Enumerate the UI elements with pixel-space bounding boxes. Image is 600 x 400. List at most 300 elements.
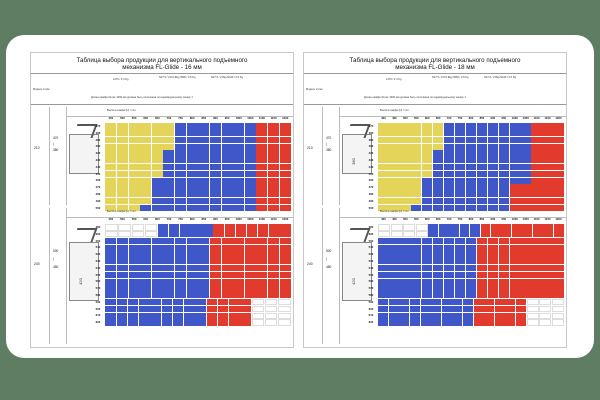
lift-col-b: N27 5 / 2.8-6.9kg N500 / 2.5 Kg [159, 76, 196, 79]
product-cell [265, 299, 278, 305]
table-row [91, 143, 291, 150]
product-cell [198, 130, 209, 136]
width-column: 1100 [533, 116, 540, 120]
product-cell [510, 191, 520, 197]
product-cell [400, 245, 410, 251]
product-cell [433, 150, 443, 156]
product-cell [198, 258, 209, 264]
product-cell [512, 231, 522, 237]
product-cell [488, 164, 498, 170]
table-row [91, 123, 291, 130]
product-cell [552, 319, 564, 325]
product-cell [431, 313, 441, 319]
height-value: 480 [95, 191, 101, 196]
product-cell [477, 191, 487, 197]
product-cell [488, 258, 498, 264]
product-cell [389, 157, 399, 163]
product-cell [163, 245, 174, 251]
height-value: 440 [95, 164, 101, 169]
product-cell [280, 130, 291, 136]
product-cell [378, 245, 388, 251]
product-cell [422, 251, 432, 257]
product-cell [378, 157, 388, 163]
product-cell [455, 157, 465, 163]
product-cell [477, 292, 487, 298]
product-cell [117, 123, 128, 129]
product-cell [105, 272, 116, 278]
product-cell [280, 285, 291, 291]
product-cell [117, 144, 128, 150]
product-cell [105, 123, 116, 129]
product-column [31, 208, 50, 344]
product-cell [474, 313, 484, 319]
table-row [364, 123, 564, 130]
product-cell [129, 238, 140, 244]
product-cell [542, 164, 552, 170]
product-cell [175, 171, 186, 177]
width-column: 950 [224, 217, 230, 221]
product-cell [240, 319, 251, 325]
product-cell [531, 251, 541, 257]
product-cell [466, 164, 476, 170]
product-cell [280, 231, 291, 237]
product-cell [531, 157, 541, 163]
product-cell [152, 198, 163, 204]
product-cell [522, 231, 532, 237]
product-cell [463, 299, 473, 305]
product-cell [268, 191, 279, 197]
product-cell [218, 306, 229, 312]
product-cell [240, 306, 251, 312]
product-cell [505, 319, 515, 325]
product-cell [477, 198, 487, 204]
product-cell [222, 272, 233, 278]
product-cell [400, 123, 410, 129]
product-cell [245, 279, 256, 285]
product-cell [129, 191, 140, 197]
product-cell [280, 279, 291, 285]
product-cell [195, 306, 206, 312]
product-cell [466, 279, 476, 285]
table-row [91, 285, 291, 292]
product-cell [175, 144, 186, 150]
table-row [364, 278, 564, 285]
product-cell [268, 285, 279, 291]
product-cell [198, 251, 209, 257]
product-cell [520, 191, 530, 197]
product-cell [140, 285, 151, 291]
product-cell [455, 251, 465, 257]
product-cell [184, 319, 195, 325]
lift-value: 380 [53, 148, 59, 153]
product-cell [117, 313, 128, 319]
product-cell [531, 258, 541, 264]
product-cell [198, 178, 209, 184]
height-value: 450 [95, 171, 101, 176]
product-cell [481, 224, 491, 230]
width-column: 900 [490, 217, 496, 221]
product-cell [198, 164, 209, 170]
product-cell [416, 224, 428, 230]
height-value: 470 [368, 124, 374, 128]
product-cell [210, 191, 221, 197]
product-cell [444, 245, 454, 251]
table-row [91, 164, 291, 171]
product-cell [542, 178, 552, 184]
product-cell [399, 319, 409, 325]
product-cell [542, 130, 552, 136]
product-cell [378, 306, 388, 312]
table-row [91, 292, 291, 299]
lift-value: | [53, 256, 54, 261]
table-row [91, 319, 291, 326]
product-cell [117, 198, 128, 204]
product-cell [175, 285, 186, 291]
product-cell [225, 231, 236, 237]
product-cell [389, 198, 399, 204]
product-cell [400, 137, 410, 143]
product-cell [531, 164, 541, 170]
product-cell [268, 130, 279, 136]
table-row [364, 319, 564, 326]
dimension-label: 420 [350, 278, 356, 285]
product-cell [484, 306, 494, 312]
product-cell [152, 258, 163, 264]
product-cell [403, 231, 415, 237]
width-column: 850 [479, 217, 485, 221]
product-cell [389, 306, 399, 312]
product-cell [105, 198, 116, 204]
product-cell [389, 272, 399, 278]
product-cell [553, 251, 563, 257]
product-cell [117, 164, 128, 170]
product-cell [444, 285, 454, 291]
product-cell [510, 285, 520, 291]
height-value: 500 [368, 205, 374, 210]
product-cell [163, 238, 174, 244]
product-cell [531, 150, 541, 156]
product-cell [389, 150, 399, 156]
product-cell [139, 299, 150, 305]
height-value: 580 [95, 292, 101, 297]
product-cell [210, 198, 221, 204]
product-cell [510, 144, 520, 150]
product-cell [268, 279, 279, 285]
product-cell [129, 164, 140, 170]
product-cell [140, 137, 151, 143]
product-cell [268, 272, 279, 278]
product-cell [400, 130, 410, 136]
width-column: 650 [435, 217, 441, 221]
product-cell [245, 150, 256, 156]
lift-value: 480 [326, 265, 332, 270]
product-cell [499, 164, 509, 170]
product-cell [105, 299, 116, 305]
product-cell [520, 157, 530, 163]
product-cell [460, 224, 470, 230]
product-cell [175, 164, 186, 170]
product-cell [105, 157, 116, 163]
width-column: 700 [446, 217, 452, 221]
product-column [31, 107, 50, 205]
product-cell [400, 285, 410, 291]
lift-range [50, 107, 67, 205]
product-cell [477, 238, 487, 244]
product-cell [175, 251, 186, 257]
product-cell [455, 123, 465, 129]
product-cell [152, 191, 163, 197]
height-value: 490 [368, 198, 374, 203]
lift-col-a: L270 / 2.4 Kg [113, 78, 129, 81]
product-cell [501, 224, 511, 230]
product-cell [531, 265, 541, 271]
product-cell [117, 292, 128, 298]
product-cell [391, 231, 403, 237]
product-cell [542, 279, 552, 285]
product-cell [510, 137, 520, 143]
product-cell [198, 191, 209, 197]
height-value: 600 [95, 306, 101, 311]
product-cell [510, 272, 520, 278]
product-cell [210, 245, 221, 251]
product-cell [268, 265, 279, 271]
product-cell [280, 238, 291, 244]
height-value: 500 [368, 238, 374, 243]
product-cell [245, 272, 256, 278]
product-cell [466, 285, 476, 291]
product-cell [210, 123, 221, 129]
product-cell [117, 265, 128, 271]
product-cell [520, 279, 530, 285]
product-cell [152, 184, 163, 190]
table-row [364, 191, 564, 198]
width-column: 550 [413, 116, 419, 120]
product-cell [522, 224, 532, 230]
product-cell [399, 306, 409, 312]
product-cell [162, 299, 173, 305]
product-cell [117, 299, 128, 305]
product-cell [163, 292, 174, 298]
product-cell [553, 285, 563, 291]
section-240 [304, 208, 566, 344]
product-cell [422, 272, 432, 278]
product-cell [117, 157, 128, 163]
height-value: 470 [368, 185, 374, 190]
product-cell [552, 313, 564, 319]
product-cell [520, 123, 530, 129]
product-cell [477, 258, 487, 264]
width-column: 1050 [247, 116, 254, 120]
width-column: 900 [213, 217, 218, 221]
product-cell [477, 150, 487, 156]
table-row [91, 191, 291, 198]
width-column: 450 [392, 217, 397, 221]
product-cell [256, 258, 267, 264]
product-cell [542, 265, 552, 271]
product-cell [422, 238, 432, 244]
product-cell [400, 150, 410, 156]
product-cell [187, 285, 198, 291]
product-cell [449, 224, 459, 230]
product-cell [520, 292, 530, 298]
height-value: 500 [95, 238, 101, 243]
product-cell [378, 144, 388, 150]
width-column: 500 [120, 217, 125, 221]
table-row [364, 164, 564, 171]
product-cell [222, 191, 233, 197]
product-cell [187, 245, 198, 251]
product-cell [444, 292, 454, 298]
product-cell [403, 224, 415, 230]
height-value: 540 [95, 265, 101, 270]
height-value: 420 [368, 151, 374, 156]
product-cell [265, 306, 278, 312]
product-cell [455, 265, 465, 271]
product-cell [152, 171, 163, 177]
product-cell [378, 191, 388, 197]
table-row [364, 272, 564, 279]
height-value: 570 [95, 286, 101, 291]
height-value: 590 [95, 299, 101, 304]
product-cell [422, 150, 432, 156]
product-cell [280, 251, 291, 257]
model-label: Модель стояк [33, 88, 50, 91]
product-cell [411, 130, 421, 136]
width-column: 1000 [511, 217, 518, 221]
product-cell [391, 224, 403, 230]
height-value: 480 [368, 130, 374, 135]
product-cell [180, 224, 191, 230]
product-cell [256, 164, 267, 170]
height-value: 430 [95, 157, 101, 162]
product-cell [280, 123, 291, 129]
product-cell [531, 198, 541, 204]
product-cell [531, 178, 541, 184]
product-cell [553, 123, 563, 129]
product-cell [180, 231, 191, 237]
product-cell [128, 319, 139, 325]
product-cell [163, 164, 174, 170]
product-cell [466, 245, 476, 251]
height-header: Высота шкафа (H) / mm [380, 210, 409, 213]
product-cell [118, 231, 131, 237]
product-cell [198, 123, 209, 129]
product-cell [145, 224, 158, 230]
product-cell [444, 251, 454, 257]
product-cell [233, 285, 244, 291]
product-cell [256, 285, 267, 291]
product-cell [477, 171, 487, 177]
product-cell [256, 198, 267, 204]
product-cell [520, 258, 530, 264]
product-cell [117, 184, 128, 190]
product-cell [433, 191, 443, 197]
product-cell [187, 130, 198, 136]
product-cell [278, 306, 291, 312]
product-cell [198, 279, 209, 285]
product-cell [411, 245, 421, 251]
product-cell [187, 137, 198, 143]
product-cell [444, 279, 454, 285]
product-cell [117, 285, 128, 291]
product-cell [152, 164, 163, 170]
product-cell [105, 144, 116, 150]
width-columns [105, 116, 291, 122]
product-cell [152, 245, 163, 251]
table-row [91, 312, 291, 319]
product-cell [389, 299, 399, 305]
product-cell [198, 245, 209, 251]
product-cell [152, 123, 163, 129]
product-cell [207, 319, 218, 325]
product-cell [422, 258, 432, 264]
product-cell [399, 299, 409, 305]
lift-value: | [326, 256, 327, 261]
product-cell [152, 285, 163, 291]
product-cell [466, 238, 476, 244]
product-cell [477, 164, 487, 170]
product-cell [163, 184, 174, 190]
section-210 [31, 107, 293, 210]
product-cell [389, 178, 399, 184]
product-cell [233, 178, 244, 184]
product-cell [422, 130, 432, 136]
width-column: 800 [468, 217, 474, 221]
product-cell [531, 144, 541, 150]
product-cell [280, 144, 291, 150]
product-cell [444, 123, 454, 129]
product-cell [184, 299, 195, 305]
product-cell [245, 157, 256, 163]
product-cell [268, 238, 279, 244]
width-column: 600 [143, 116, 149, 120]
product-cell [389, 313, 399, 319]
product-cell [222, 137, 233, 143]
product-cell [510, 292, 520, 298]
table-row [91, 224, 291, 231]
product-cell [455, 292, 465, 298]
product-cell [510, 123, 520, 129]
product-cell [210, 184, 221, 190]
product-cell [198, 171, 209, 177]
product-cell [499, 157, 509, 163]
product-cell [163, 198, 174, 204]
product-cell [499, 285, 509, 291]
product-cell [240, 313, 251, 319]
width-column: 400 [381, 217, 386, 221]
table-row [91, 177, 291, 184]
product-cell [433, 144, 443, 150]
product-cell [132, 224, 145, 230]
product-cell [455, 150, 465, 156]
product-cell [140, 238, 151, 244]
product-cell [400, 251, 410, 257]
product-cell [553, 157, 563, 163]
product-cell [245, 178, 256, 184]
product-cell [499, 123, 509, 129]
product-cell [233, 171, 244, 177]
product-cell [280, 171, 291, 177]
product-cell [105, 130, 116, 136]
product-cell [163, 272, 174, 278]
product-cell [553, 245, 563, 251]
product-cell [256, 245, 267, 251]
product-cell [187, 178, 198, 184]
table-row [364, 137, 564, 144]
product-cell [553, 178, 563, 184]
product-cell [256, 130, 267, 136]
product-cell [132, 231, 145, 237]
